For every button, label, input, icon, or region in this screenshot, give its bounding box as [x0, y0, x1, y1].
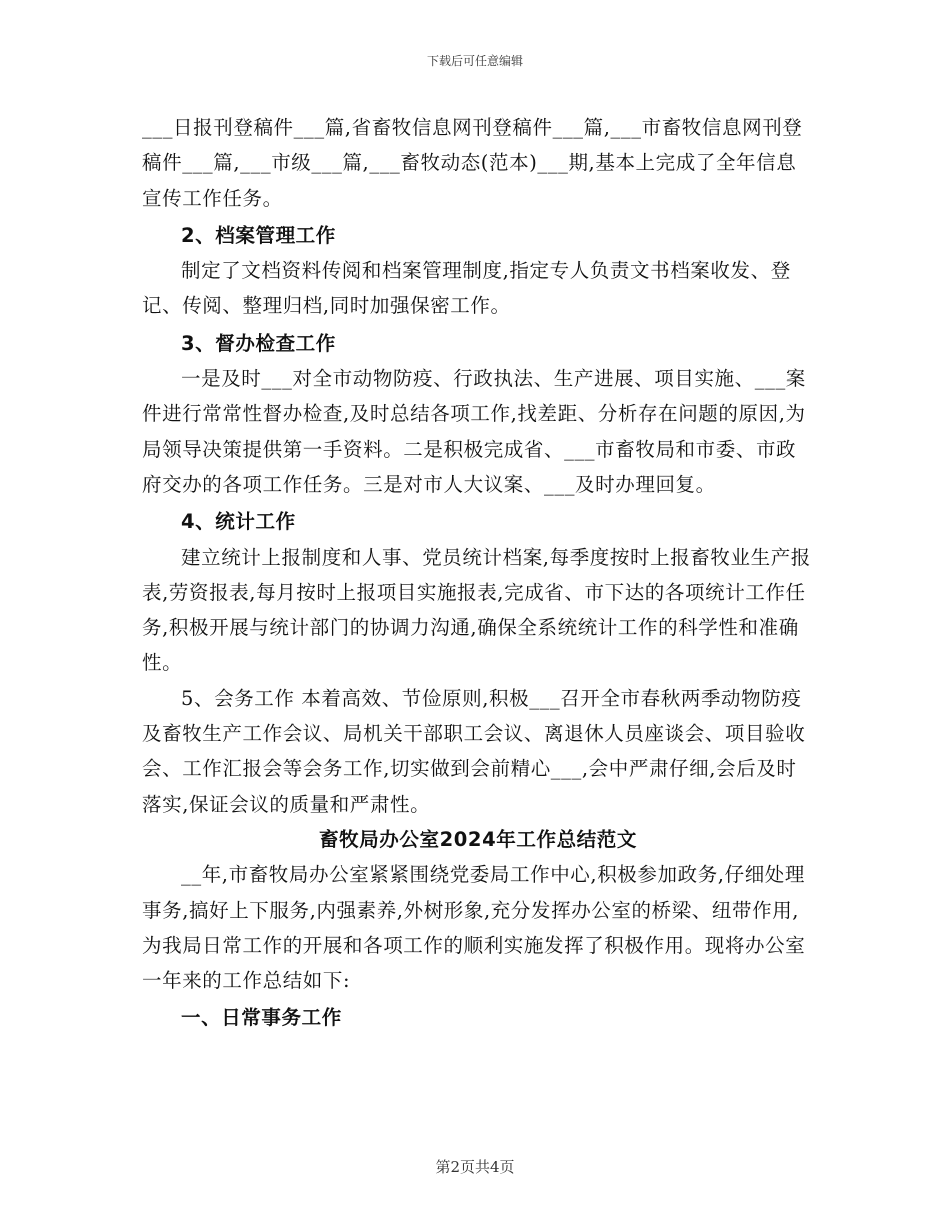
section-heading-supervision: 3、督办检查工作 — [181, 331, 336, 355]
paragraph-meetings: 5、会务工作 本着高效、节俭原则,积极___召开全市春秋两季动物防疫及畜牧生产工作会议、局机关干部职工会议、离退休人员座谈会、项目验收会、工作汇报会等会务工作,切实做到会前精心___,会中严肃仔细,会后及时落实,保证会议的质量和严肃性。 — [142, 686, 806, 816]
paragraph-publicity-stats: ___日报刊登稿件___篇,省畜牧信息网刊登稿件___篇,___市畜牧信息网刊登稿件___篇,___市级___篇,___畜牧动态(范本)___期,基本上完成了全年信息宣传工作任务。 — [142, 116, 803, 210]
page-footer: 第2页共4页 — [435, 1158, 515, 1176]
paragraph-statistics: 建立统计上报制度和人事、党员统计档案,每季度按时上报畜牧业生产报表,劳资报表,每月按时上报项目实施报表,完成省、市下达的各项统计工作任务,积极开展与统计部门的协调力沟通,确保全系统统计工作的科学性和准确性。 — [142, 545, 811, 675]
document-title: 畜牧局办公室2024年工作总结范文 — [319, 827, 637, 851]
document-body — [142, 110, 814, 1036]
paragraph-intro: __年,市畜牧局办公室紧紧围绕党委局工作中心,积极参加政务,仔细处理事务,搞好上下服务,内强素养,外树形象,充分发挥办公室的桥梁、纽带作用,为我局日常工作的开展和各项工作的顺利实施发挥了积极作用。现将办公室一年来的工作总结如下: — [142, 863, 806, 993]
paragraph-supervision: 一是及时___对全市动物防疫、行政执法、生产进展、项目实施、___案件进行常常性督办检查,及时总结各项工作,找差距、分析存在问题的原因,为局领导决策提供第一手资料。二是积极完成省、___市畜牧局和市委、市政府交办的各项工作任务。三是对市人大议案、___及时办理回复。 — [142, 367, 806, 496]
page-header: 下载后可任意编辑 — [426, 54, 523, 68]
section-heading-archives: 2、档案管理工作 — [181, 223, 336, 247]
section-heading-statistics: 4、统计工作 — [181, 510, 296, 534]
paragraph-archives: 制定了文档资料传阅和档案管理制度,指定专人负责文书档案收发、登记、传阅、整理归档,同时加强保密工作。 — [142, 259, 791, 318]
section-heading-daily-affairs: 一、日常事务工作 — [181, 1006, 342, 1030]
